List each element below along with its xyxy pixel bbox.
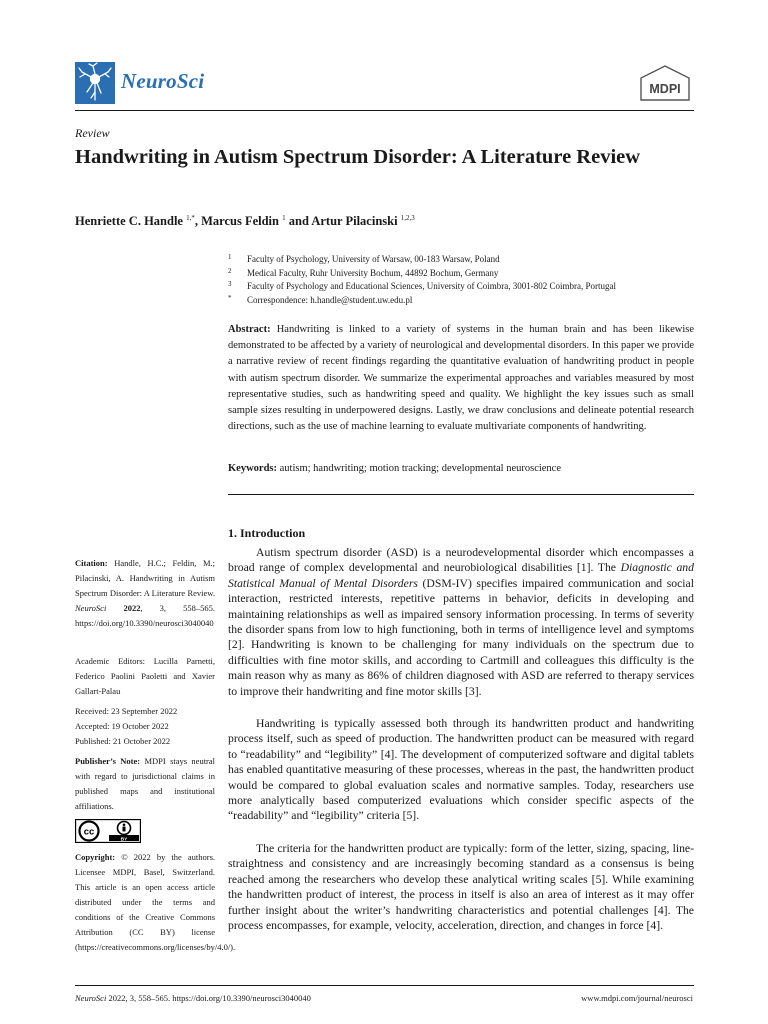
- author-name[interactable]: Marcus Feldin: [201, 214, 279, 229]
- citation-year: 2022: [123, 603, 141, 613]
- article-type: Review: [75, 126, 110, 140]
- publisher-note: [75, 754, 215, 814]
- svg-text:BY: BY: [120, 837, 128, 843]
- abstract-label: Abstract:: [228, 324, 271, 335]
- article-dates: [75, 704, 215, 749]
- author-list: [75, 214, 415, 229]
- affiliations: [228, 253, 694, 307]
- copyright-label: Copyright:: [75, 852, 116, 862]
- citation-block: [75, 556, 215, 631]
- received-date: Received: 23 September 2022: [75, 706, 178, 716]
- affiliation-item: [228, 280, 694, 294]
- publisher-logo: [637, 64, 693, 104]
- body-text-run: Handwriting is typically assessed both through its handwritten product and handwriting process itself, such as speed of production. The handwritten product can be measured with regard to “readability” and “legibility” [4]. The development of computerized software and digital tablets has enabled quantitative measuring of these processes, whereas in the past, the handwritten product would be compared to global evaluation scales and normative samples. Today, researchers use more analytically based computerized evaluations which consider specific aspects of the “readability” and “legibility” criteria [5].: [228, 717, 694, 823]
- keywords-text: autism; handwriting; motion tracking; developmental neuroscience: [279, 463, 562, 474]
- publisher-note-label: Publisher’s Note:: [75, 756, 141, 766]
- footer-citation-text[interactable]: 2022, 3, 558–565. https://doi.org/10.3390/neurosci3040040: [106, 993, 311, 1003]
- author-affiliation-marker: 1: [282, 214, 286, 222]
- footer-url[interactable]: www.mdpi.com/journal/neurosci: [581, 993, 693, 1003]
- affiliation-item: [228, 253, 694, 267]
- academic-editors: Academic Editors: Lucilla Parnetti, Federico Paolini Paoletti and Xavier Gallart-Palau: [75, 656, 215, 696]
- affiliation-marker: 3: [228, 280, 232, 288]
- affiliation-text: Faculty of Psychology and Educational Sciences, University of Coimbra, 3001-802 Coimbra, Portugal: [247, 281, 616, 291]
- citation-text: Handle, H.C.; Feldin, M.; Pilacinski, A. Handwriting in Autism Spectrum Disorder: A Literature Review.: [75, 558, 216, 598]
- author-separator: ,: [194, 214, 202, 229]
- body-paragraph: [228, 841, 694, 933]
- copyright-notice: [75, 850, 236, 955]
- affiliation-marker: 2: [228, 266, 232, 275]
- affiliation-marker: *: [228, 293, 232, 302]
- journal-name: NeuroSci: [121, 69, 205, 93]
- cc-by-license-badge[interactable]: [75, 819, 141, 843]
- article-title: Handwriting in Autism Spectrum Disorder: A Literature Review: [75, 146, 641, 168]
- copyright-text: © 2022 by the authors. Licensee MDPI, Basel, Switzerland. This article is an open access article distributed under the terms and conditions of the Creative Commons Attribution (CC BY) license (https://creativecommons.org/licenses/by/4.0/).: [75, 852, 236, 952]
- correspondence-text[interactable]: Correspondence: h.handle@student.uw.edu.pl: [247, 294, 413, 305]
- abstract-text: Handwriting is linked to a variety of systems in the human brain and has been likewise demonstrated to be affected by a variety of neurological and developmental disorders. In this paper we provide a narrative review of recent findings regarding the quantitative evaluation of handwriting product in people with autism spectrum disorder. We summarize the experimental approaches and variables measured by most representative studies, such as handwriting speed and quality. We highlight the key issues such as small sample sizes resulting in underpowered designs. Lastly, we draw conclusions and delineate potential research directions, such as the use of machine learning to evaluate multivariate components of handwriting.: [228, 324, 694, 433]
- body-text-run: (DSM-IV) specifies impaired communication and social interaction, restricted interests, repetitive patterns in behavior, deficits in developing and maintaining relationships as well as impaired sensory information processing. In terms of severity the disorder spans from low to high functioning, both in terms of intelligence level and symptoms [2]. Handwriting is known to be challenging for many individuals on the spectrum due to difficulties with fine motor skills, and according to Cartmill and colleagues this difficulty is the main reason why as many as 86% of children diagnosed with ASD are referred to therapy services to improve their handwriting and fine motor skills [3].: [228, 576, 694, 698]
- affiliation-marker: 1: [228, 253, 232, 261]
- body-text-run: Autism spectrum disorder (ASD) is a neurodevelopmental disorder which encompasses a broad range of complex developmental and neurobiological disabilities [1]. The: [228, 546, 694, 575]
- author-separator: and: [285, 214, 312, 229]
- body-text-run: The criteria for the handwritten product are typically: form of the letter, sizing, spacing, line-straightness and consistency and are increasingly becoming standard as a consensus is being reached among the researchers who develop these analytical writing scales [5]. While examining the handwritten product of interest, the process in itself is also an area of interest as it may offer further insight about the writer’s handwriting characteristics and potential challenges [4]. The process encompasses, for example, velocity, acceleration, direction, and changes in force [4].: [228, 842, 694, 933]
- affiliation-text: Faculty of Psychology, University of Warsaw, 00-183 Warsaw, Poland: [247, 254, 500, 264]
- keywords: [228, 463, 694, 474]
- journal-logo: [75, 62, 115, 104]
- author-affiliation-marker: 1,*: [186, 214, 195, 222]
- citation-doi[interactable]: , 3, 558–565. https://doi.org/10.3390/neurosci3040040: [75, 603, 216, 628]
- footer-citation: [75, 993, 311, 1003]
- citation-label: Citation:: [75, 558, 108, 568]
- body-paragraph: [228, 716, 694, 824]
- published-date: Published: 21 October 2022: [75, 736, 171, 746]
- svg-text:MDPI: MDPI: [649, 82, 681, 96]
- keywords-divider: [228, 494, 694, 495]
- footer-journal: NeuroSci: [75, 993, 107, 1003]
- author-name[interactable]: Artur Pilacinski: [311, 214, 398, 229]
- footer-divider: [75, 985, 694, 986]
- svg-text:cc: cc: [83, 826, 95, 838]
- header-divider: [75, 110, 694, 111]
- author-affiliation-marker: 1,2,3: [400, 214, 415, 222]
- accepted-date: Accepted: 19 October 2022: [75, 721, 169, 731]
- body-italic-title: Diagnostic and Statistical Manual of Mental Disorders: [228, 561, 694, 590]
- affiliation-text: Medical Faculty, Ruhr University Bochum, 44892 Bochum, Germany: [247, 267, 499, 278]
- publisher-note-text: MDPI stays neutral with regard to jurisdictional claims in published maps and institutional affiliations.: [75, 756, 216, 811]
- citation-journal: NeuroSci: [75, 603, 107, 613]
- affiliation-item: [228, 294, 694, 308]
- section-heading: 1. Introduction: [228, 526, 306, 540]
- body-paragraph: [228, 545, 694, 699]
- keywords-label: Keywords:: [228, 463, 277, 474]
- author-name[interactable]: Henriette C. Handle: [75, 214, 183, 229]
- affiliation-item: [228, 267, 694, 281]
- abstract: [228, 322, 694, 435]
